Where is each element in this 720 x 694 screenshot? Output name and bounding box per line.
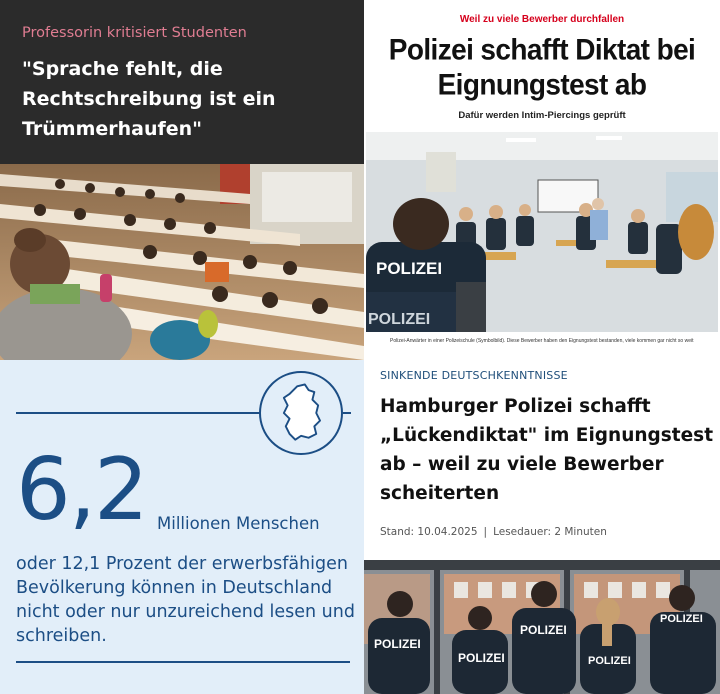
kicker-polizei-diktat: Weil zu viele Bewerber durchfallen [459, 14, 625, 25]
officer-label-3: POLIZEI [520, 623, 567, 637]
headline-hamburger-polizei[interactable]: Hamburger Polizei schafft „Lückendiktat" im Eignungstest ab – weil zu viele Bewerber scheiterten [380, 396, 714, 504]
kicker-deutschkenntnisse: SINKENDE DEUTSCHKENNTNISSE [380, 369, 568, 382]
photo-caption: Polizei-Anwärter in einer Polizeischule (Symbolbild). Diese Bewerber haben den Eignungstest bestanden, viele kommen gar nicht so weit [390, 338, 694, 344]
polizei-label-2: POLIZEI [368, 311, 431, 328]
divider-top [16, 412, 260, 414]
polizei-label-1: POLIZEI [376, 259, 443, 278]
meta-separator: | [483, 526, 488, 538]
officer-label-5: POLIZEI [660, 613, 703, 625]
lecture-hall-photo [0, 164, 364, 360]
article-card-professor[interactable] [0, 0, 364, 360]
unit-label: Millionen Menschen [157, 514, 320, 533]
headline-professor[interactable]: "Sprache fehlt, die Rechtschreibung ist ein Trümmerhaufen" [22, 58, 276, 140]
officer-label-2: POLIZEI [458, 651, 505, 665]
article-meta [380, 526, 607, 538]
literacy-description: oder 12,1 Prozent der erwerbsfähigen Bevölkerung können in Deutschland nicht oder nur unzureichend lesen und schreiben. [16, 554, 355, 646]
article-card-polizei-diktat[interactable] [364, 0, 720, 360]
divider-bottom [16, 661, 350, 663]
big-number-millions: 6,2 [16, 440, 147, 540]
officer-label-1: POLIZEI [374, 637, 421, 651]
reading-time: Lesedauer: 2 Minuten [493, 526, 607, 538]
statistic-card-literacy [0, 360, 364, 694]
stand-date: Stand: 10.04.2025 [380, 526, 478, 538]
kicker-professor: Professorin kritisiert Studenten [22, 25, 247, 41]
germany-map-icon [259, 371, 343, 455]
police-classroom-photo [366, 132, 718, 332]
article-card-hamburger-polizei[interactable] [364, 360, 720, 694]
headline-polizei-diktat[interactable]: Polizei schafft Diktat bei Eignungstest ab [388, 33, 696, 101]
police-officers-photo [364, 560, 720, 694]
officer-label-4: POLIZEI [588, 655, 631, 667]
subline-polizei-diktat: Dafür werden Intim-Piercings geprüft [458, 110, 626, 121]
divider-top-right [343, 412, 351, 414]
